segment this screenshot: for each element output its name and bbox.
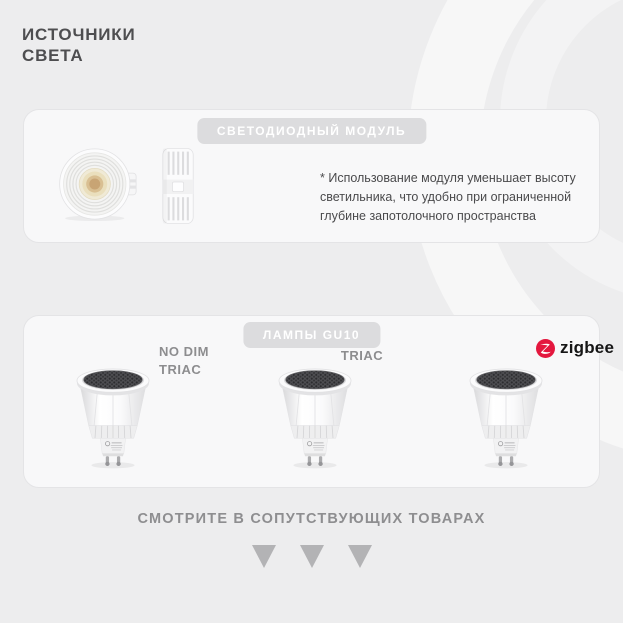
down-arrow-icon	[252, 545, 276, 568]
lamp-label-line: TRIAC	[340, 348, 384, 363]
down-arrow-icon	[300, 545, 324, 568]
gu10-lamp-image-zigbee	[461, 366, 551, 470]
lamp-label-line: TRIAC	[159, 362, 202, 377]
related-products-note: СМОТРИТЕ В СОПУТСТВУЮЩИХ ТОВАРАХ	[137, 511, 486, 527]
lamp-label-line: NO DIM	[159, 344, 209, 359]
page-title-line1: ИСТОЧНИКИ	[22, 25, 136, 45]
led-module-card	[23, 109, 600, 243]
led-module-badge: СВЕТОДИОДНЫЙ МОДУЛЬ	[197, 118, 426, 144]
led-module-image	[58, 140, 208, 232]
lamp-label-triac	[322, 347, 402, 365]
zigbee-label: zigbee	[560, 338, 615, 357]
gu10-lamps-badge: ЛАМПЫ GU10	[243, 322, 380, 348]
zigbee-logo	[536, 338, 614, 358]
led-module-note: * Использование модуля уменьшает высоту светильника, что удобно при ограниченной глубине запотолочного пространства	[320, 170, 576, 223]
gu10-lamp-image-triac	[270, 366, 360, 470]
down-arrows-row	[0, 545, 623, 568]
page-title-line2: СВЕТА	[22, 46, 84, 66]
gu10-lamps-card	[23, 315, 615, 488]
down-arrow-icon	[348, 545, 372, 568]
gu10-lamp-image-no-dim	[68, 366, 158, 470]
lamp-label-no-dim-triac	[159, 343, 209, 379]
led-module-side-image	[163, 148, 193, 223]
zigbee-icon	[536, 339, 555, 358]
led-module-front-image	[60, 149, 136, 221]
page-title	[22, 24, 136, 66]
